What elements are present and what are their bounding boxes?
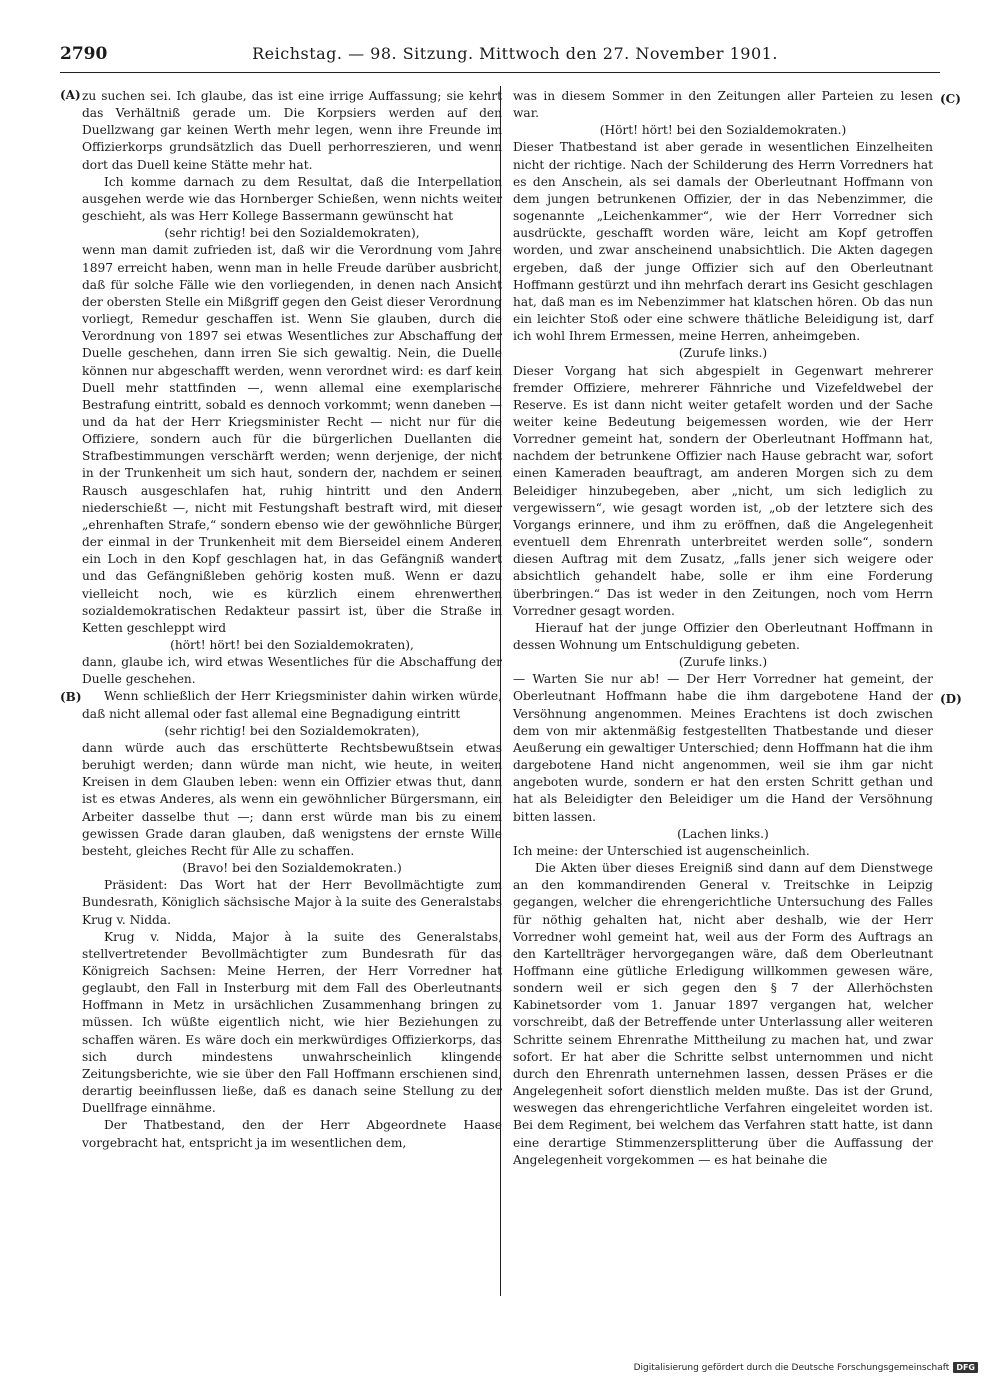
paragraph: was in diesem Sommer in den Zeitungen aller Parteien zu lesen war. (513, 89, 933, 121)
right-column (513, 88, 933, 1169)
margin-marker-b: (B) (60, 690, 82, 704)
interjection: (sehr richtig! bei den Sozialdemokraten), (164, 723, 420, 738)
paragraph: — Warten Sie nur ab! — Der Herr Vorredner hat gemeint, der Oberleutnant Hoffmann habe die ihm dargebotene Hand der Versöhnung angenommen. Meines Erachtens ist doch zwischen dem von mir aktenmäßig festgestellten Thatbestande und dieser Aeußerung ein gewaltiger Unterschied; denn Hoffmann hat die ihm dargebotene Hand nicht angenommen, weil sie ihm gar nicht angeboten wurde, sondern er hat den ersten Schritt gethan und hat als Beleidigter den Beleidiger um die Hand der Versöhnung bitten lassen. (513, 672, 933, 824)
margin-marker-a: (A) (60, 88, 81, 102)
running-head: Reichstag. — 98. Sitzung. Mittwoch den 27. November 1901. (252, 44, 778, 63)
paragraph: wenn man damit zufrieden ist, daß wir die Verordnung vom Jahre 1897 erreicht haben, wenn man in helle Freude darüber ausbricht, daß für solche Fälle wie den vorliegenden, in denen nach Ansicht der obersten Stelle ein Mißgriff gegen den Geist dieser Verordnung vorliegt, Remedur geschaffen ist. Wenn Sie glauben, durch die Verordnung von 1897 sei etwas Wesentliches zur Abschaffung der Duelle geschehen, dann irren Sie sich gewaltig. Nein, die Duelle können nur abgeschafft werden, wenn verordnet wird: es darf kein Duell mehr stattfinden —, wenn allemal eine exemplarische Bestrafung eintritt, sobald es dennoch vorkommt; wenn daneben — und da hat der Herr Kriegsminister Recht — nicht nur für die Offiziere, sondern auch für die bürgerlichen Duellanten die Strafbestimmungen verschärft werden; wenn derjenige, der nicht in der Trunkenheit um sich haut, sondern der, nachdem er seinen Rausch ausgeschlafen hat, ruhig hintritt und den Andern niederschießt —, nicht mit Festungshaft bestraft wird, mit dieser „ehrenhaften Strafe,“ sondern ebenso wie der gewöhnliche Bürger, der einmal in der Trunkenheit mit dem Bierseidel einem Anderen ein Loch in den Kopf geschlagen hat, in das Gefängniß wandert und das Gefängnißleben gehörig kosten muß. Wenn er dazu vielleicht noch, wie es kürzlich einem ehrenwerthen sozialdemokratischen Redakteur passirt ist, über die Straße in Ketten geschleppt wird (82, 243, 502, 635)
dfg-logo-icon: DFG (953, 1362, 978, 1373)
interjection: (sehr richtig! bei den Sozialdemokraten), (164, 226, 420, 241)
margin-marker-c: (C) (940, 92, 961, 106)
paragraph: Ich komme darnach zu dem Resultat, daß die Interpellation ausgehen werde wie das Hornberger Schießen, wenn nichts weiter geschieht, als was Herr Kollege Bassermann gewünscht hat (82, 174, 502, 224)
margin-marker-d: (D) (940, 692, 962, 706)
page-header (60, 44, 940, 70)
paragraph: Der Thatbestand, den der Herr Abgeordnete Haase vorgebracht hat, entspricht ja im wesentlichen dem, (82, 1118, 502, 1150)
paragraph: Hierauf hat der junge Offizier den Oberleutnant Hoffmann in dessen Wohnung um Entschuldigung gebeten. (513, 620, 933, 652)
paragraph: Ich meine: der Unterschied ist augenscheinlich. (513, 843, 810, 858)
interjection: (hört! hört! bei den Sozialdemokraten), (170, 638, 414, 652)
paragraph: Wenn schließlich der Herr Kriegsminister dahin wirken würde, daß nicht allemal oder fast allemal eine Begnadigung eintritt (82, 689, 502, 721)
speaker-paragraph: Krug v. Nidda, Major à la suite des Generalstabs, stellvertretender Bevollmächtigter zum Bundesrath für das Königreich Sachsen: Meine Herren, der Herr Vorredner hat geglaubt, den Fall in Insterburg mit dem Fall des Oberleutnants Hoffmann in Metz in ursächlichen Zusammenhang bringen zu müssen. Ich wüßte eigentlich nicht, wie hier Beziehungen zu schaffen wären. Es wäre doch ein merkwürdiges Offizierkorps, das sich durch mindestens unwahrscheinlich klingende Zeitungsberichte, wie sie über den Fall Hoffmann erschienen sind, derartig beeinflussen ließe, daß es danach seine Stellung zu der Duellfrage einnähme. (82, 929, 502, 1116)
footer-note (634, 1362, 978, 1373)
interjection: (Hört! hört! bei den Sozialdemokraten.) (599, 123, 847, 138)
footer-text: Digitalisierung gefördert durch die Deutsche Forschungsgemeinschaft (633, 1362, 950, 1373)
page-number: 2790 (60, 44, 108, 64)
paragraph: dann, glaube ich, wird etwas Wesentliches für die Abschaffung der Duelle geschehen. (82, 655, 502, 687)
paragraph: Die Akten über dieses Ereigniß sind dann auf dem Dienstwege an den kommandirenden General v. Treitschke in Leipzig gegangen, welcher die ehrengerichtliche Untersuchung des Falles für nöthig gehalten hat, nicht aber deshalb, wie der Herr Vorredner wohl gemeint hat, weil aus der Form des Auftrags an den Kartellträger hervorgegangen wäre, daß dem Oberleutnant Hoffmann eine gütliche Erledigung willkommen gewesen wäre, sondern weil er sich gegen den § 7 der Allerhöchsten Kabinetsorder vom 1. Januar 1897 vergangen hat, welcher vorschreibt, daß der Betreffende unter Unterlassung aller weiteren Schritte seinem Ehrenrathe Mittheilung zu machen hat, und zwar sofort. Er hat aber die Schritte selbst unternommen und nicht durch den Ehrenrath unternehmen lassen, dessen Präses er die Angelegenheit sofort dienstlich melden mußte. Das ist der Grund, weswegen das ehrengerichtliche Verfahren eingeleitet worden ist. Bei dem Regiment, bei welchem das Verfahren statt hatte, ist dann eine derartige Stimmenzersplitterung über die Auffassung der Angelegenheit vorgekommen — es hat beinahe die (513, 861, 933, 1167)
paragraph: zu suchen sei. Ich glaube, das ist eine irrige Auffassung; sie kehrt das Verhältniß gerade um. Die Korpsiers werden auf den Duellzwang gar keinen Werth mehr legen, wenn ihre Freunde im Offizierkorps grundsätzlich das Duell perhorreszieren, und wenn dort das Duell keine Stätte mehr hat. (82, 89, 502, 172)
interjection: (Lachen links.) (677, 826, 769, 841)
interjection: (Bravo! bei den Sozialdemokraten.) (182, 861, 402, 876)
paragraph: Dieser Vorgang hat sich abgespielt in Gegenwart mehrerer fremder Offiziere, mehrerer Fähnriche und Vizefeldwebel der Reserve. Es ist dann nicht weiter getafelt worden und der Sache weiter keine Bedeutung beigemessen worden, wie der Herr Vorredner gemeint hat, sondern der Oberleutnant Hoffmann hat, nachdem der betrunkene Offizier nach Hause gebracht war, sofort einen Kameraden beauftragt, am anderen Morgen sich zu dem Beleidiger hinzubegeben, aber „nicht, um sich lediglich zu vergewissern“, wie gesagt worden ist, „ob der letztere sich des Vorgangs erinnere, und ihm zu eröffnen, daß die Angelegenheit eventuell dem Ehrenrath unterbreitet werden solle“, sondern diesen Auftrag mit dem Zusatz, „falls jener sich weigere oder absichtlich gehandelt habe, solle er ihm eine Forderung überbringen.“ Das ist weder in den Zeitungen, noch vom Herrn Vorredner gesagt worden. (513, 363, 933, 618)
left-column (82, 88, 502, 1152)
paragraph: Dieser Thatbestand ist aber gerade in wesentlichen Einzelheiten nicht der richtige. Nach der Schilderung des Herrn Vorredners hat es den Anschein, als sei damals der Oberleutnant Hoffmann von dem jungen betrunkenen Offizier, der in das Nebenzimmer, die sogenannte „Leichenkammer“, wie der Herr Vorredner sich ausdrückte, geschafft worden wäre, leicht am Kopf getroffen worden, und zwar anscheinend unabsichtlich. Die Akten dagegen ergeben, daß der junge Offizier sich auf den Oberleutnant Hoffmann gestürzt und ihn mehrfach derart ins Gesicht geschlagen hat, daß man es im Nebenzimmer hat klatschen hören. Ob das nun ein leichter Stoß oder eine schwere thätliche Beleidigung ist, darf ich wohl Ihrem Ermessen, meine Herren, anheimgeben. (513, 140, 933, 344)
interjection: (Zurufe links.) (678, 655, 768, 670)
header-rule (60, 72, 940, 73)
speaker-paragraph: Präsident: Das Wort hat der Herr Bevollmächtigte zum Bundesrath, Königlich sächsische Major à la suite des Generalstabs Krug v. Nidda. (82, 878, 502, 927)
paragraph: dann würde auch das erschütterte Rechtsbewußtsein etwas beruhigt werden; dann würde man nicht, wie heute, in weiten Kreisen in dem Glauben leben: wenn ein Offizier etwas thut, dann ist es etwas Anderes, als wenn ein gewöhnlicher Bürgersmann, ein Arbeiter dasselbe thut —; dann erst würde man bis zu einem gewissen Grade daran glauben, daß wenigstens der ernste Wille besteht, gleiches Recht für Alle zu schaffen. (82, 740, 502, 858)
interjection: (Zurufe links.) (678, 346, 768, 361)
